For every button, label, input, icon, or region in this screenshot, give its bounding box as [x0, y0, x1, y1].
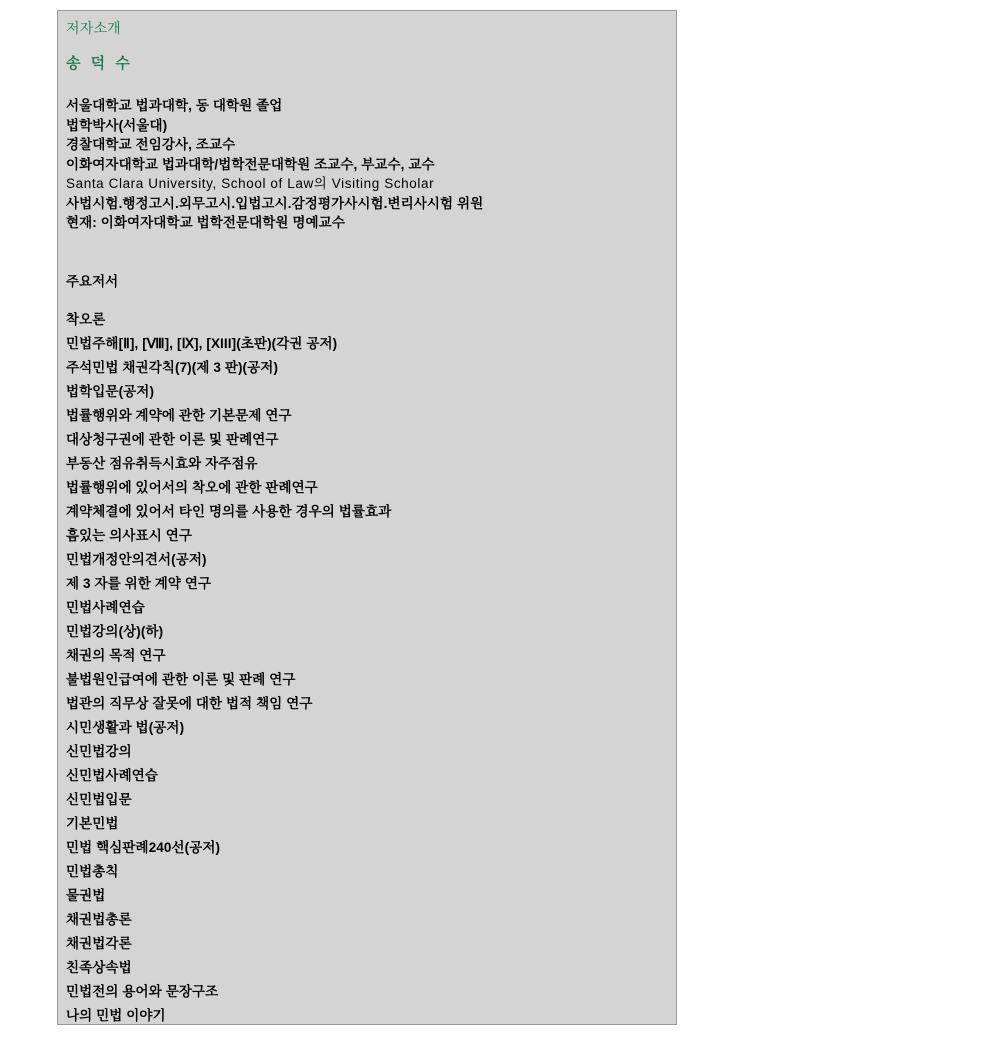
- list-item: 민법 핵심판례240선(공저): [66, 840, 221, 855]
- works-heading: 주요저서: [66, 273, 119, 289]
- biography-line: Santa Clara University, School of Law의 Visiting Scholar: [66, 176, 435, 191]
- list-item: 주석민법 채권각칙(7)(제 3 판)(공저): [66, 360, 279, 375]
- list-item: 채권의 목적 연구: [66, 648, 166, 663]
- list-item: 부동산 점유취득시효와 자주점유: [66, 456, 258, 471]
- list-item: 신민법강의: [66, 744, 132, 759]
- list-item: 계약체결에 있어서 타인 명의를 사용한 경우의 법률효과: [66, 504, 392, 519]
- list-item: 민법개정안의견서(공저): [66, 552, 207, 567]
- list-item: 제 3 자를 위한 계약 연구: [66, 576, 212, 591]
- author-info-content: [66, 18, 966, 1028]
- biography-line: 이화여자대학교 법과대학/법학전문대학원 조교수, 부교수, 교수: [66, 156, 435, 172]
- list-item: 친족상속법: [66, 960, 132, 975]
- author-name: 송 덕 수: [66, 55, 133, 72]
- list-item: 흠있는 의사표시 연구: [66, 528, 192, 543]
- list-item: 신민법사례연습: [66, 768, 158, 783]
- list-item: 법관의 직무상 잘못에 대한 법적 책임 연구: [66, 696, 313, 711]
- list-item: 민법사례연습: [66, 600, 145, 615]
- list-item: 불법원인급여에 관한 이론 및 판례 연구: [66, 672, 296, 687]
- list-item: 민법전의 용어와 문장구조: [66, 984, 219, 999]
- list-item: 법률행위에 있어서의 착오에 관한 판례연구: [66, 480, 318, 495]
- list-item: 채권법각론: [66, 936, 132, 951]
- list-item: 법학입문(공저): [66, 384, 155, 399]
- list-item: 착오론: [66, 312, 106, 327]
- list-item: 민법총칙: [66, 864, 119, 879]
- list-item: 민법강의(상)(하): [66, 624, 164, 639]
- works-list: [66, 308, 966, 1028]
- list-item: 기본민법: [66, 816, 119, 831]
- list-item: 나의 민법 이야기: [66, 1008, 166, 1023]
- biography-line: 서울대학교 법과대학, 동 대학원 졸업: [66, 98, 283, 113]
- list-item: 민법주해[Ⅱ], [Ⅷ], [Ⅸ], [XIII](초판)(각권 공저): [66, 336, 338, 351]
- list-item: 채권법총론: [66, 912, 132, 927]
- list-item: 물권법: [66, 888, 106, 903]
- list-item: 시민생활과 법(공저): [66, 720, 185, 735]
- biography-line: 사법시험.행정고시.외무고시.입법고시.감정평가사시험.변리사시험 위원: [66, 195, 484, 211]
- list-item: 법률행위와 계약에 관한 기본문제 연구: [66, 408, 292, 423]
- biography-line: 현재: 이화여자대학교 법학전문대학원 명예교수: [66, 215, 345, 230]
- list-item: 신민법입문: [66, 792, 132, 807]
- author-biography: [66, 96, 966, 233]
- biography-line: 경찰대학교 전임강사, 조교수: [66, 137, 236, 152]
- section-title: 저자소개: [66, 20, 121, 36]
- biography-line: 법학박사(서울대): [66, 117, 168, 133]
- list-item: 대상청구권에 관한 이론 및 판례연구: [66, 432, 279, 447]
